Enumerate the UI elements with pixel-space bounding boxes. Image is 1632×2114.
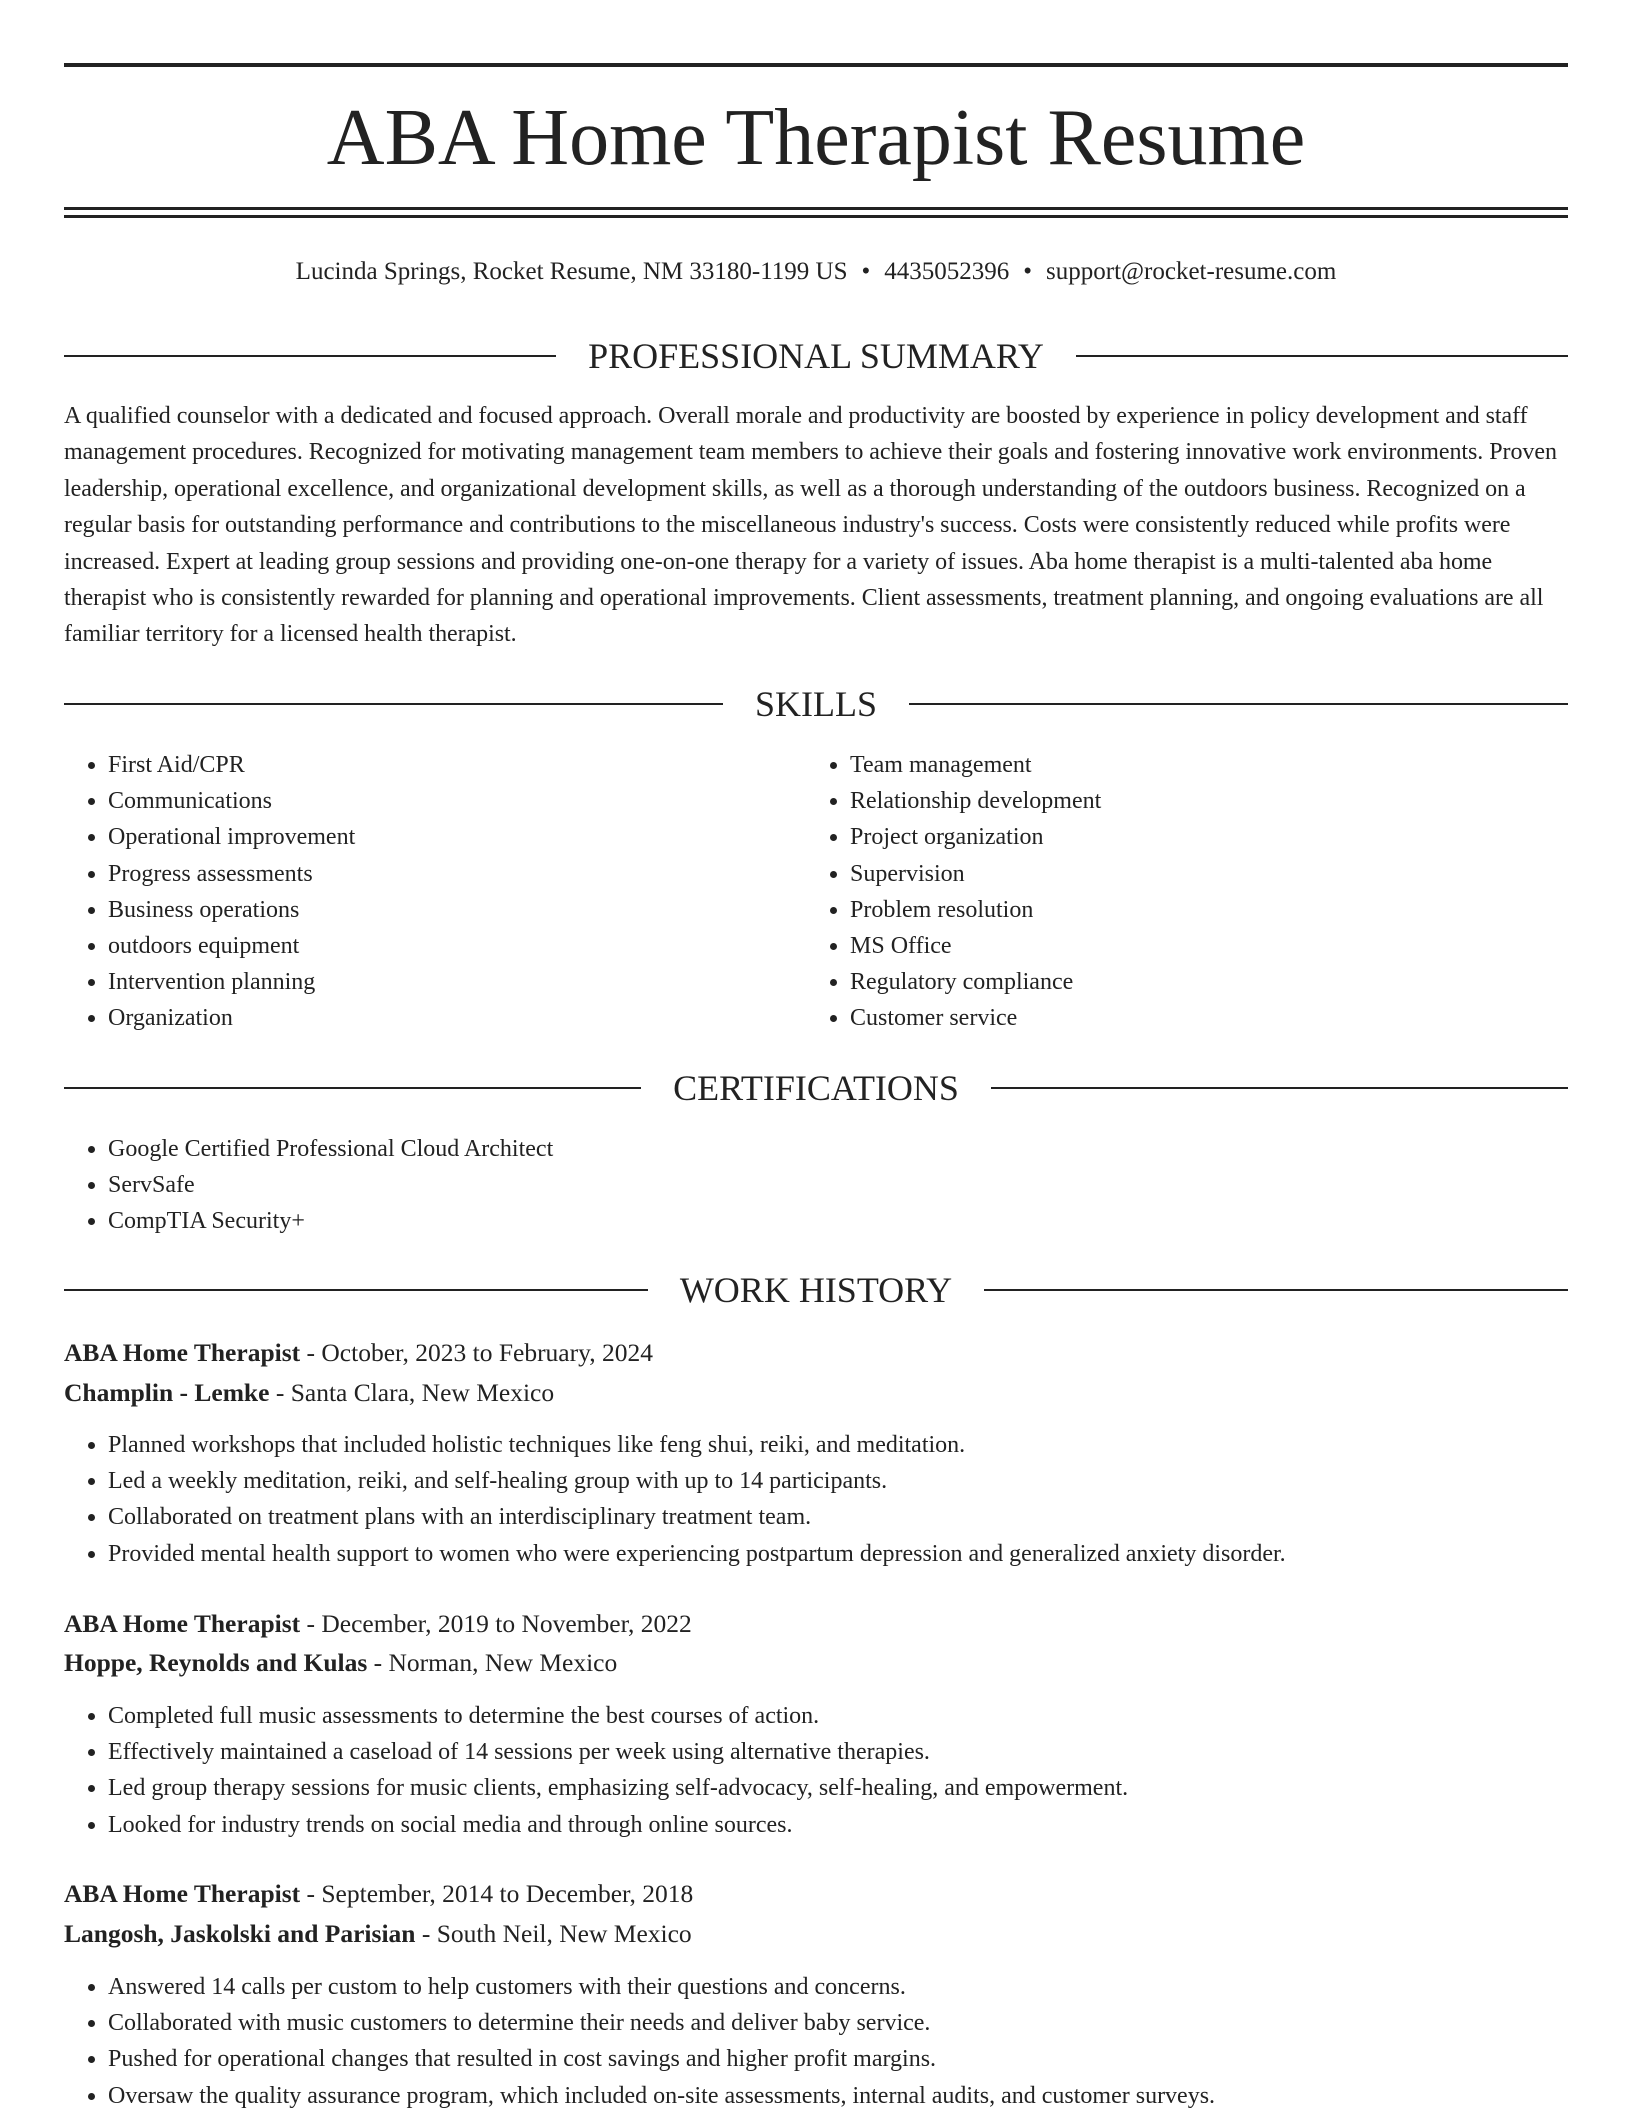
job-title-line: ABA Home Therapist - December, 2019 to November, 2022 (64, 1609, 692, 1638)
job-bullet: • Collaborated on treatment plans with an interdisciplinary treatment team. (108, 1499, 1568, 1535)
heading-rule (991, 1087, 1568, 1089)
job-title: ABA Home Therapist (64, 1338, 301, 1367)
section-title: SKILLS (755, 684, 878, 724)
job-location: Norman, New Mexico (388, 1648, 618, 1677)
header-top-rule (64, 63, 1568, 67)
job-title: ABA Home Therapist (64, 1879, 301, 1908)
skill-item: • Intervention planning (108, 964, 808, 1000)
job-bullets (64, 1969, 1568, 2114)
skill-item: • Relationship development (850, 783, 1590, 819)
job-bullets (64, 1698, 1568, 1843)
page-title: ABA Home Therapist Resume (326, 94, 1306, 182)
skill-item: • Regulatory compliance (850, 964, 1590, 1000)
section-heading-certifications (64, 1066, 1568, 1110)
summary-text: A qualified counselor with a dedicated and focused approach. Overall morale and productivity are boosted by experience in policy development and staff management procedures. Recognized for motivating management team members to achieve their goals and fostering innovative work environments. Proven leadership, operational excellence, and organizational development skills, as well as a thorough understanding of the outdoors business. Recognized on a regular basis for outstanding performance and contributions to the miscellaneous industry's success. Costs were consistently reduced while profits were increased. Expert at leading group sessions and providing one-on-one therapy for a variety of issues. Aba home therapist is a multi-talented aba home therapist who is consistently rewarded for planning and operational improvements. Client assessments, treatment planning, and ongoing evaluations are all familiar territory for a licensed health therapist. (64, 403, 1557, 648)
skill-item: • Problem resolution (850, 892, 1590, 928)
job-bullet: • Effectively maintained a caseload of 14 sessions per week using alternative therapies. (108, 1734, 1568, 1770)
job-title-line: ABA Home Therapist - September, 2014 to December, 2018 (64, 1879, 694, 1908)
job-bullet: • Planned workshops that included holistic techniques like feng shui, reiki, and meditation. (108, 1427, 1568, 1463)
heading-rule (64, 703, 723, 705)
section-title: WORK HISTORY (679, 1270, 953, 1310)
job-bullet: • Completed full music assessments to determine the best courses of action. (108, 1698, 1568, 1734)
job-bullet: • Led group therapy sessions for music clients, emphasizing self-advocacy, self-healing, and empowerment. (108, 1770, 1568, 1806)
skills-list-right (806, 747, 1590, 1037)
contact-separator: • (861, 258, 871, 285)
contact-separator: • (1023, 258, 1033, 285)
job-bullet: • Looked for industry trends on social media and through online sources. (108, 1807, 1568, 1843)
skill-item: • MS Office (850, 928, 1590, 964)
job-bullet: • Provided mental health support to women who were experiencing postpartum depression and generalized anxiety disorder. (108, 1536, 1568, 1572)
job-company: Hoppe, Reynolds and Kulas (64, 1648, 368, 1677)
heading-rule (984, 1289, 1568, 1291)
section-heading-skills (64, 682, 1568, 726)
job-bullet: • Pushed for operational changes that resulted in cost savings and higher profit margins. (108, 2041, 1568, 2077)
section-title: CERTIFICATIONS (673, 1068, 959, 1108)
heading-rule (64, 1289, 648, 1291)
heading-rule (1076, 355, 1568, 357)
job-company-line: Hoppe, Reynolds and Kulas - Norman, New Mexico (64, 1648, 618, 1677)
skill-item: • Communications (108, 783, 808, 819)
heading-rule (909, 703, 1568, 705)
section-title: PROFESSIONAL SUMMARY (588, 336, 1044, 376)
job-dates: October, 2023 to February, 2024 (321, 1338, 653, 1367)
skill-item: • Progress assessments (108, 856, 808, 892)
job-dates: December, 2019 to November, 2022 (321, 1609, 692, 1638)
skill-item: • Operational improvement (108, 819, 808, 855)
skill-item: • outdoors equipment (108, 928, 808, 964)
section-heading-work-history (64, 1268, 1568, 1312)
certifications-list (64, 1131, 1568, 1240)
contact-address: Lucinda Springs, Rocket Resume, NM 33180-1199 US (295, 258, 848, 285)
job-location: Santa Clara, New Mexico (290, 1378, 555, 1407)
skill-item: • Customer service (850, 1000, 1590, 1036)
header-double-rule-top (64, 207, 1568, 210)
contact-line (64, 252, 1568, 292)
job-title: ABA Home Therapist (64, 1609, 301, 1638)
job-company-line: Langosh, Jaskolski and Parisian - South Neil, New Mexico (64, 1919, 692, 1948)
job-company: Langosh, Jaskolski and Parisian (64, 1919, 416, 1948)
job-bullet: • Oversaw the quality assurance program, which included on-site assessments, internal audits, and customer surveys. (108, 2078, 1568, 2114)
job-bullets (64, 1427, 1568, 1572)
job-location: South Neil, New Mexico (436, 1919, 692, 1948)
job-company: Champlin - Lemke (64, 1378, 270, 1407)
job-bullet: • Led a weekly meditation, reiki, and self-healing group with up to 14 participants. (108, 1463, 1568, 1499)
certification-item: • Google Certified Professional Cloud Architect (108, 1131, 1568, 1167)
header-double-rule-bottom (64, 215, 1568, 218)
skills-list-left (64, 747, 808, 1037)
contact-phone: 4435052396 (884, 258, 1010, 285)
job-bullet: • Collaborated with music customers to determine their needs and deliver baby service. (108, 2005, 1568, 2041)
certification-item: • CompTIA Security+ (108, 1203, 1568, 1239)
job-title-line: ABA Home Therapist - October, 2023 to February, 2024 (64, 1338, 653, 1367)
section-heading-summary (64, 334, 1568, 378)
certification-item: • ServSafe (108, 1167, 1568, 1203)
job-bullet: • Answered 14 calls per custom to help customers with their questions and concerns. (108, 1969, 1568, 2005)
contact-email: support@rocket-resume.com (1046, 258, 1337, 285)
skill-item: • Supervision (850, 856, 1590, 892)
heading-rule (64, 355, 556, 357)
skill-item: • Business operations (108, 892, 808, 928)
job-company-line: Champlin - Lemke - Santa Clara, New Mexico (64, 1378, 555, 1407)
heading-rule (64, 1087, 641, 1089)
skill-item: • Project organization (850, 819, 1590, 855)
skill-item: • Team management (850, 747, 1590, 783)
skill-item: • Organization (108, 1000, 808, 1036)
skill-item: • First Aid/CPR (108, 747, 808, 783)
job-dates: September, 2014 to December, 2018 (321, 1879, 694, 1908)
